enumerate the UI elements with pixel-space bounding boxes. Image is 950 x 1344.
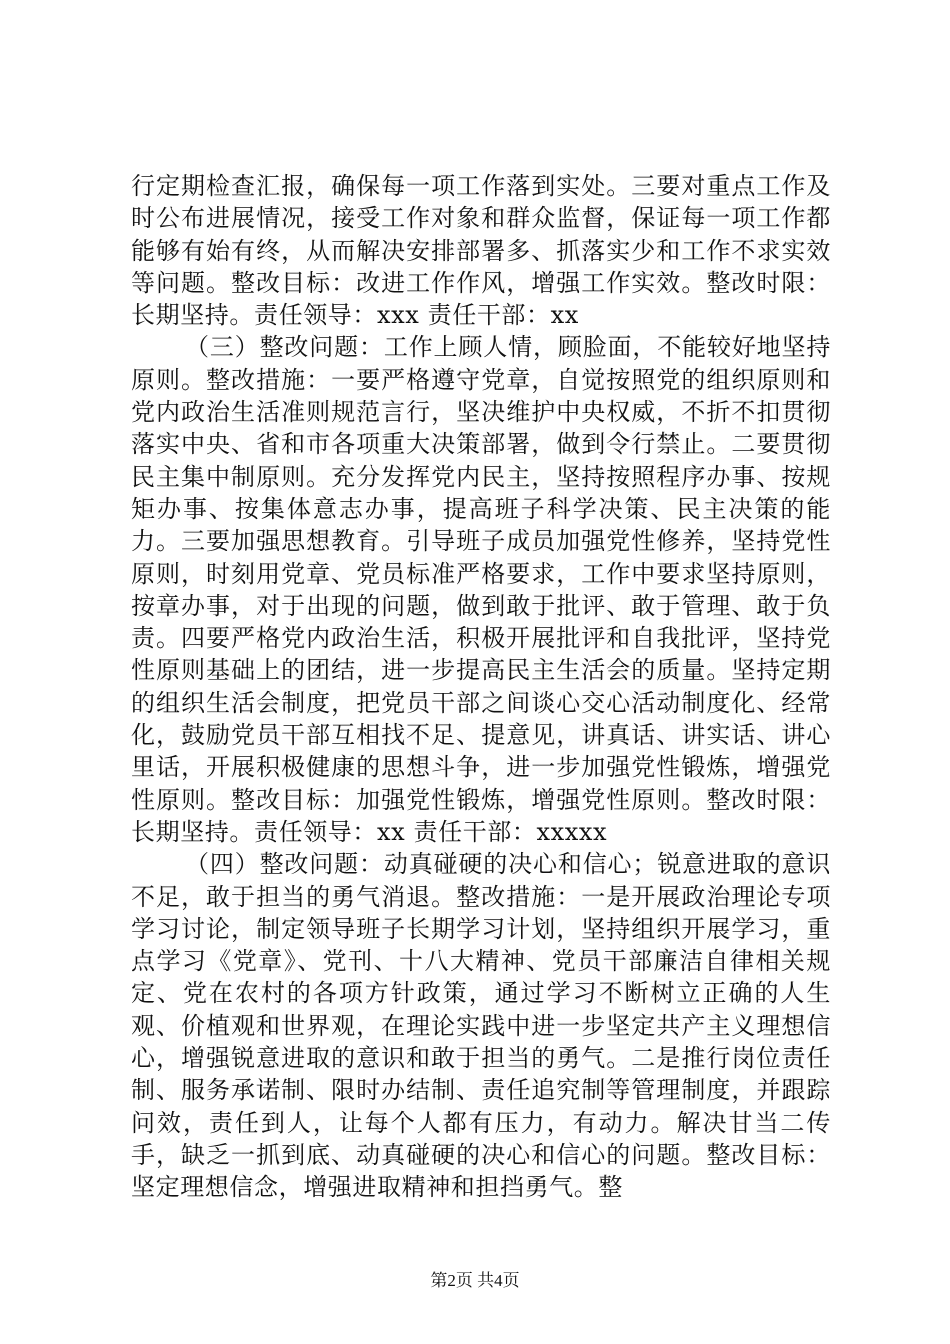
- paragraph-section-3: （三）整改问题：工作上顾人情，顾脸面，不能较好地坚持原则。整改措施：一要严格遵守党章，自觉按照党的组织原则和党内政治生活准则规范言行，坚决维护中央权威，不折不扣贯彻落实中央、省和市各项重大决策部署，做到令行禁止。二要贯彻民主集中制原则。充分发挥党内民主，坚持按照程序办事、按规矩办事、按集体意志办事，提高班子科学决策、民主决策的能力。三要加强思想教育。引导班子成员加强党性修养，坚持党性原则，时刻用党章、党员标准严格要求，工作中要求坚持原则，按章办事，对于出现的问题，做到敢于批评、敢于管理、敢于负责。四要严格党内政治生活，积极开展批评和自我批评，坚持党性原则基础上的团结，进一步提高民主生活会的质量。坚持定期的组织生活会制度，把党员干部之间谈心交心活动制度化、经常化，鼓励党员干部互相找不足、提意见，讲真话、讲实话、讲心里话，开展积极健康的思想斗争，进一步加强党性锻炼，增强党性原则。整改目标：加强党性锻炼，增强党性原则。整改时限：长期坚持。责任领导：xx 责任干部：xxxxx: [131, 333, 831, 846]
- paragraph-continuation: 行定期检查汇报，确保每一项工作落到实处。三要对重点工作及时公布进展情况，接受工作对象和群众监督，保证每一项工作都能够有始有终，从而解决安排部署多、抓落实少和工作不求实效等问题。整改目标：改进工作作风，增强工作实效。整改时限：长期坚持。责任领导：xxx 责任干部：xx: [131, 172, 831, 330]
- paragraph-section-4: （四）整改问题：动真碰硬的决心和信心；锐意进取的意识不足，敢于担当的勇气消退。整改措施：一是开展政治理论专项学习讨论，制定领导班子长期学习计划，坚持组织开展学习，重点学习《党章》、党刊、十八大精神、党员干部廉洁自律相关规定、党在农村的各项方针政策，通过学习不断树立正确的人生观、价植观和世界观，在理论实践中进一步坚定共产主义理想信心，增强锐意进取的意识和敢于担当的勇气。二是推行岗位责任制、服务承诺制、限时办结制、责任追究制等管理制度，并跟踪问效，责任到人，让每个人都有压力，有动力。解决甘当二传手，缺乏一抓到底、动真碰硬的决心和信心的问题。整改目标：坚定理想信念，增强进取精神和担挡勇气。整: [131, 850, 831, 1202]
- page-number-footer: 第2页 共4页: [430, 1271, 520, 1290]
- document-body: [131, 170, 831, 1204]
